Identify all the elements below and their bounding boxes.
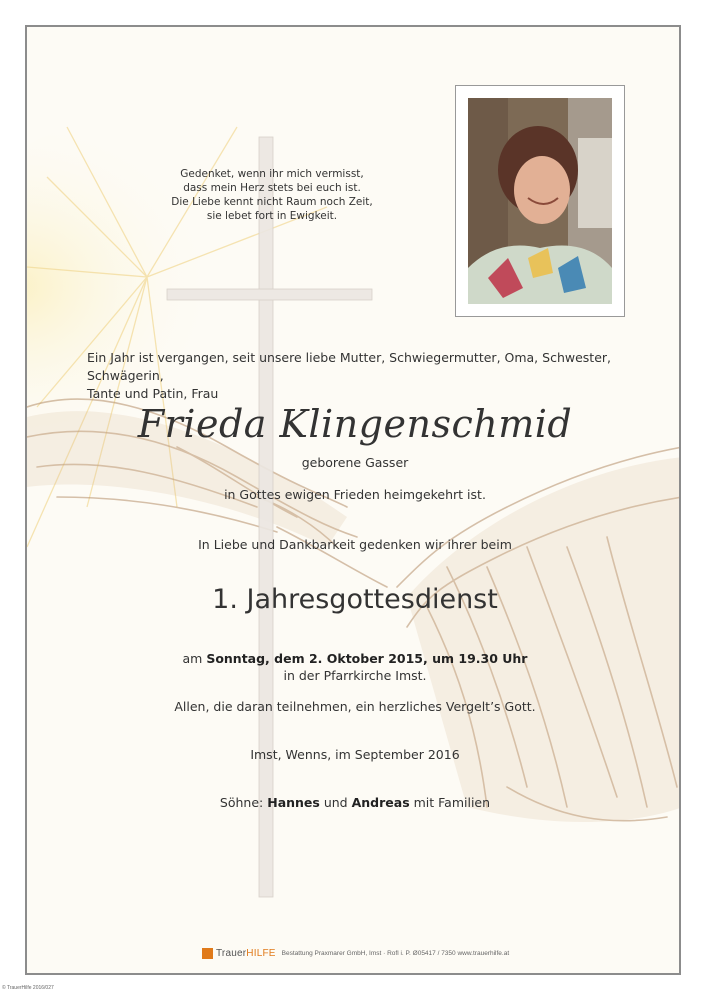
service-date: Sonntag, dem 2. Oktober 2015, um 19.30 Uhr (206, 651, 528, 666)
logo-part-1: Trauer (216, 948, 247, 959)
footer (202, 948, 562, 962)
family-suffix: mit Familien (409, 795, 491, 810)
portrait-photo (468, 98, 612, 304)
family-line (27, 795, 681, 810)
poem-line: Gedenket, wenn ihr mich vermisst, (180, 168, 364, 180)
trauerhilfe-logo (216, 948, 276, 959)
service-date-prefix: am (182, 651, 207, 666)
passing-text: in Gottes ewigen Frieden heimgekehrt ist. (224, 487, 486, 502)
poem-line: sie lebet fort in Ewigkeit. (206, 210, 338, 222)
family-prefix: Söhne: (219, 795, 268, 810)
logo-part-2: HILFE (246, 948, 276, 959)
family-conjunction: und (319, 795, 352, 810)
place-date: Imst, Wenns, im September 2016 (250, 747, 460, 762)
remembrance-text: In Liebe und Dankbarkeit gedenken wir ihrer beim (198, 537, 512, 552)
intro-line-1: Ein Jahr ist vergangen, seit unsere liebe Mutter, Schwiegermutter, Oma, Schwester, Schwägerin, (87, 350, 611, 383)
portrait-frame (455, 85, 625, 317)
family-name-2: Andreas (351, 795, 410, 810)
memorial-poem (147, 167, 397, 223)
footer-text: Bestattung Praxmarer GmbH, Imst · Rofl i. P. Ø05417 / 7350 www.trauerhilfe.at (281, 950, 510, 957)
deceased-name: Frieda Klingenschmid (137, 402, 573, 446)
trauerhilfe-logo-icon (202, 948, 213, 959)
maiden-name: geborene Gasser (301, 455, 409, 470)
service-location: in der Pfarrkirche Imst. (283, 668, 427, 683)
intro-line-2: Tante und Patin, Frau (87, 386, 219, 401)
poem-line: dass mein Herz stets bei euch ist. (183, 182, 361, 194)
service-date-line (27, 651, 681, 666)
thanks-text: Allen, die daran teilnehmen, ein herzliches Vergelt’s Gott. (174, 699, 536, 714)
intro-text (87, 349, 647, 403)
service-title: 1. Jahresgottesdienst (212, 584, 498, 615)
family-name-1: Hannes (267, 795, 320, 810)
obituary-card (25, 25, 681, 975)
copyright-note: © TrauerHilfe 2016/027 (2, 985, 54, 991)
poem-line: Die Liebe kennt nicht Raum noch Zeit, (171, 196, 373, 208)
